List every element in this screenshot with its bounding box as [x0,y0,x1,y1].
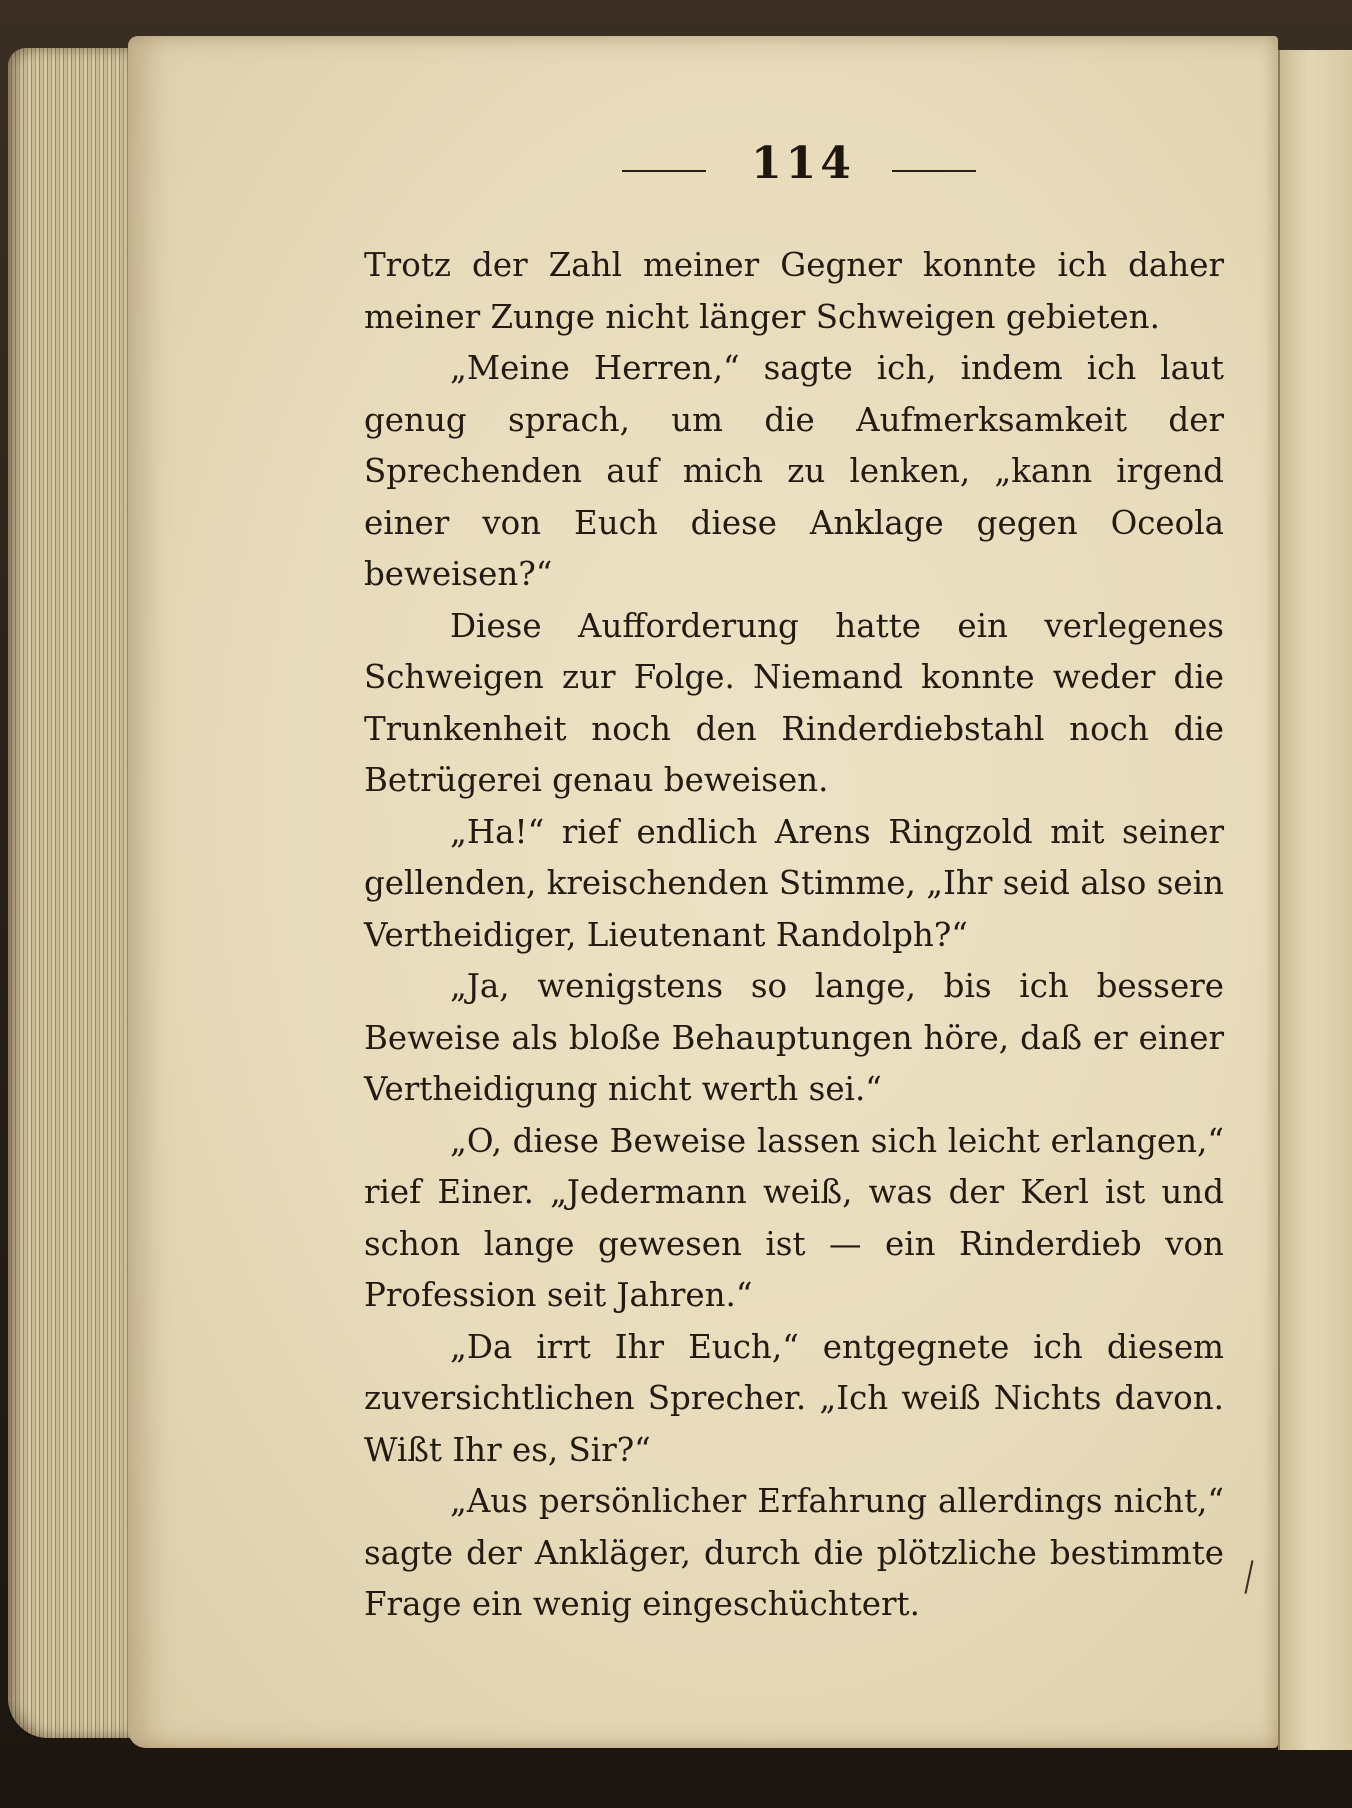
next-page-edge [1278,50,1352,1750]
paragraph: „Aus persönlicher Erfahrung allerdings nicht,“ sagte der Ankläger, durch die plötzliche bestimmte Frage ein wenig eingeschüchtert. [364,1482,1224,1623]
header-rule-left [622,170,706,172]
paragraph: Diese Aufforderung hatte ein verlegenes Schweigen zur Folge. Niemand konnte weder die Trunkenheit noch den Rinderdiebstahl noch die Betrügerei genau beweisen. [364,606,1224,799]
page-number: 114 [751,138,855,189]
paragraph: Trotz der Zahl meiner Gegner konnte ich daher meiner Zunge nicht länger Schweigen gebieten. [364,246,1224,336]
paragraph: „Da irrt Ihr Euch,“ entgegnete ich diesem zuversichtlichen Sprecher. „Ich weiß Nichts davon. Wißt Ihr es, Sir?“ [364,1327,1224,1469]
page-header [128,138,1278,198]
paragraph: „Meine Herren,“ sagte ich, indem ich laut genug sprach, um die Aufmerksamkeit der Sprechenden auf mich zu lenken, „kann irgend einer von Euch diese Anklage gegen Oceola beweisen?“ [364,349,1224,593]
paragraph: „Ha!“ rief endlich Arens Ringzold mit seiner gellenden, kreischenden Stimme, „Ihr seid also sein Vertheidiger, Lieutenant Randolph?“ [364,812,1224,954]
header-rule-right [892,170,976,172]
page-body-text [364,240,1224,1631]
paragraph: „Ja, wenigstens so lange, bis ich bessere Beweise als bloße Behauptungen höre, daß er einer Vertheidigung nicht werth sei.“ [364,967,1224,1108]
paragraph: „O, diese Beweise lassen sich leicht erlangen,“ rief Einer. „Jedermann weiß, was der Kerl ist und schon lange gewesen ist — ein Rinderdieb von Profession seit Jahren.“ [364,1121,1224,1314]
